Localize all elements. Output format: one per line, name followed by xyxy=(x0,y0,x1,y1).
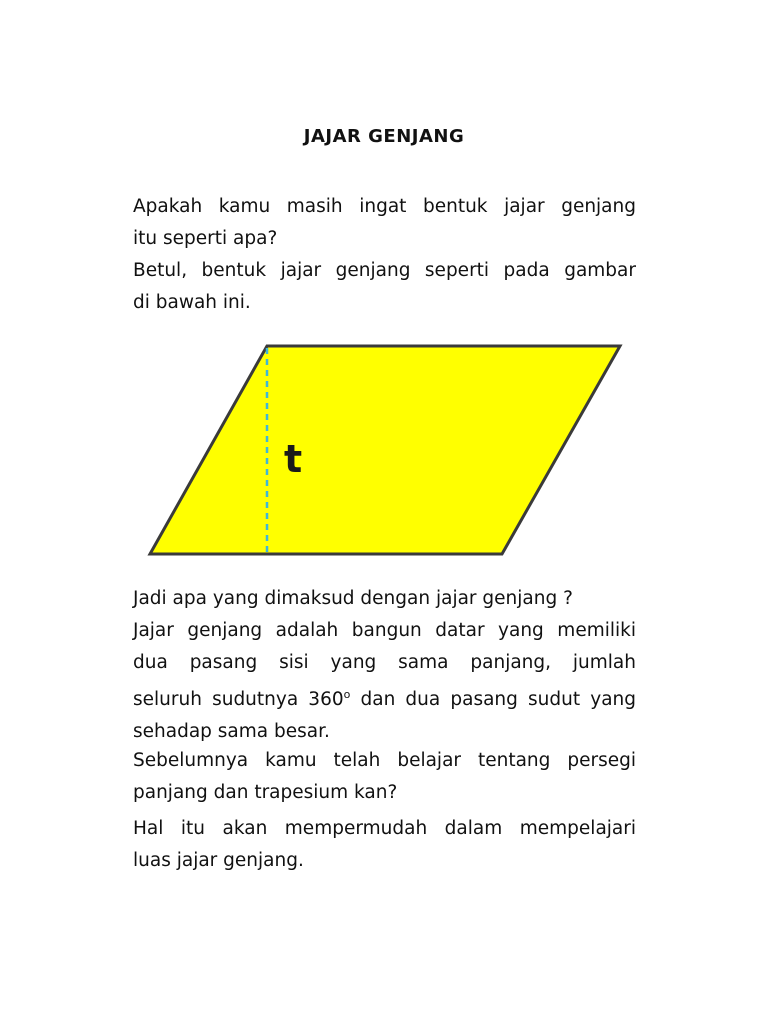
parallelogram-figure xyxy=(140,336,630,566)
text-line: Jajar genjang adalah bangun datar yang memiliki xyxy=(133,620,636,641)
intro-question-paragraph xyxy=(133,191,636,255)
text-line: sehadap sama besar. xyxy=(133,721,330,743)
definition-paragraph xyxy=(133,615,636,748)
page-title: JAJAR GENJANG xyxy=(303,126,465,147)
closing-paragraph xyxy=(133,813,636,877)
text-line: Hal itu akan mempermudah dalam mempelajari xyxy=(133,818,636,839)
text-line: Apakah kamu masih ingat bentuk jajar genjang xyxy=(133,196,636,217)
question-paragraph xyxy=(133,583,636,615)
angle-sum-text: seluruh sudutnya 360 xyxy=(133,689,344,711)
height-label: t xyxy=(284,437,303,481)
degree-symbol: o xyxy=(343,688,351,701)
text-line: Betul, bentuk jajar genjang seperti pada gambar xyxy=(133,260,636,281)
text-line-with-degree xyxy=(133,679,636,716)
text-line: luas jajar genjang. xyxy=(133,850,304,871)
parallelogram-shape xyxy=(150,346,620,554)
text-line: Sebelumnya kamu telah belajar tentang persegi xyxy=(133,750,636,771)
previous-lesson-paragraph xyxy=(133,745,636,809)
intro-answer-paragraph xyxy=(133,255,636,319)
text-line: panjang dan trapesium kan? xyxy=(133,782,398,803)
angle-continuation-text: dan dua pasang sudut yang xyxy=(350,689,637,711)
text-line: itu seperti apa? xyxy=(133,228,278,249)
text-line: di bawah ini. xyxy=(133,292,251,313)
text-line: Jadi apa yang dimaksud dengan jajar genjang ? xyxy=(133,588,573,609)
text-line: dua pasang sisi yang sama panjang, jumlah xyxy=(133,652,636,673)
